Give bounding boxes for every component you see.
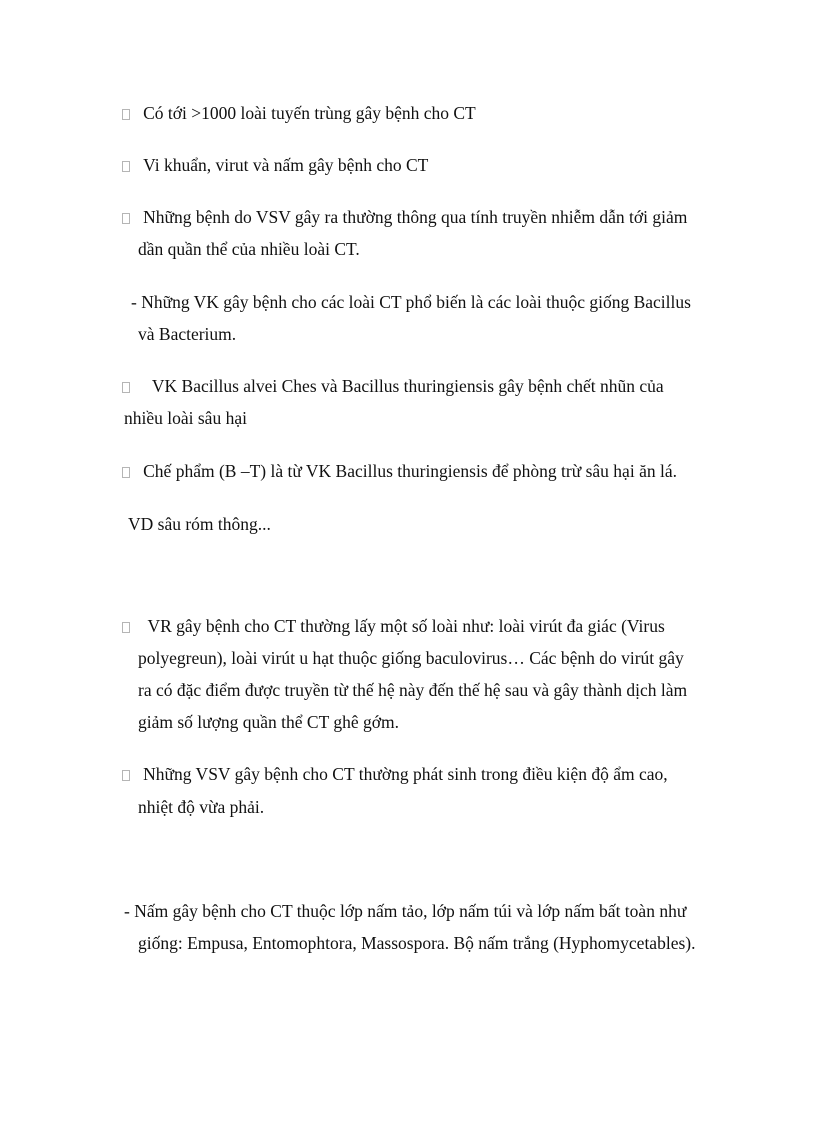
- paragraph-text: giảm số lượng quần thể CT ghê gớm.: [138, 712, 399, 732]
- paragraph-8-line-3: [138, 679, 687, 701]
- paragraph-text: và Bacterium.: [138, 324, 237, 344]
- paragraph-text: Những bệnh do VSV gây ra thường thông qua tính truyền nhiễm dẫn tới giảm: [143, 207, 688, 227]
- paragraph-1-line-1: [122, 102, 476, 124]
- bullet-square-icon: [122, 213, 130, 224]
- paragraph-9-line-1: [122, 763, 668, 785]
- paragraph-8-line-1: [122, 615, 665, 637]
- paragraph-7-line-1: [128, 513, 271, 535]
- paragraph-text: nhiều loài sâu hại: [124, 408, 247, 428]
- paragraph-text: polyegreun), loài virút u hạt thuộc giống baculovirus… Các bệnh do virút gây: [138, 648, 684, 668]
- paragraph-text: - Những VK gây bệnh cho các loài CT phổ biến là các loài thuộc giống Bacillus: [131, 292, 691, 312]
- paragraph-text: ra có đặc điểm được truyền từ thế hệ này đến thế hệ sau và gây thành dịch làm: [138, 680, 688, 700]
- paragraph-text: VR gây bệnh cho CT thường lấy một số loài như: loài virút đa giác (Virus: [147, 616, 665, 636]
- paragraph-8-line-2: [138, 647, 684, 669]
- paragraph-4-line-1: [131, 291, 691, 313]
- paragraph-6-line-1: [122, 460, 677, 482]
- bullet-square-icon: [122, 161, 130, 172]
- paragraph-3-line-1: [122, 206, 687, 228]
- paragraph-10-line-2: [138, 932, 695, 954]
- paragraph-3-line-2: [138, 238, 360, 260]
- paragraph-text: Chế phẩm (B –T) là từ VK Bacillus thuringiensis để phòng trừ sâu hại ăn lá.: [143, 461, 677, 481]
- paragraph-text: VK Bacillus alvei Ches và Bacillus thuringiensis gây bệnh chết nhũn của: [151, 376, 664, 396]
- paragraph-text: dần quần thể của nhiều loài CT.: [138, 239, 360, 259]
- paragraph-text: - Nấm gây bệnh cho CT thuộc lớp nấm tảo, lớp nấm túi và lớp nấm bất toàn như: [124, 901, 687, 921]
- bullet-square-icon: [122, 382, 130, 393]
- paragraph-5-line-1: [122, 375, 664, 397]
- paragraph-text: giống: Empusa, Entomophtora, Massospora. Bộ nấm trắng (Hyphomycetables).: [138, 933, 696, 953]
- paragraph-text: Có tới >1000 loài tuyến trùng gây bệnh cho CT: [143, 103, 476, 123]
- paragraph-text: Vi khuẩn, virut và nấm gây bệnh cho CT: [143, 155, 429, 175]
- paragraph-10-line-1: [124, 900, 686, 922]
- paragraph-2-line-1: [122, 154, 428, 176]
- paragraph-5-line-2: [124, 407, 247, 429]
- paragraph-text: nhiệt độ vừa phải.: [138, 797, 265, 817]
- paragraph-8-line-4: [138, 711, 399, 733]
- bullet-square-icon: [122, 770, 130, 781]
- paragraph-4-line-2: [138, 323, 236, 345]
- paragraph-text: Những VSV gây bệnh cho CT thường phát sinh trong điều kiện độ ẩm cao,: [143, 764, 668, 784]
- paragraph-9-line-2: [138, 796, 264, 818]
- bullet-square-icon: [122, 109, 130, 120]
- bullet-square-icon: [122, 622, 130, 633]
- bullet-square-icon: [122, 467, 130, 478]
- paragraph-text: VD sâu róm thông...: [128, 514, 271, 534]
